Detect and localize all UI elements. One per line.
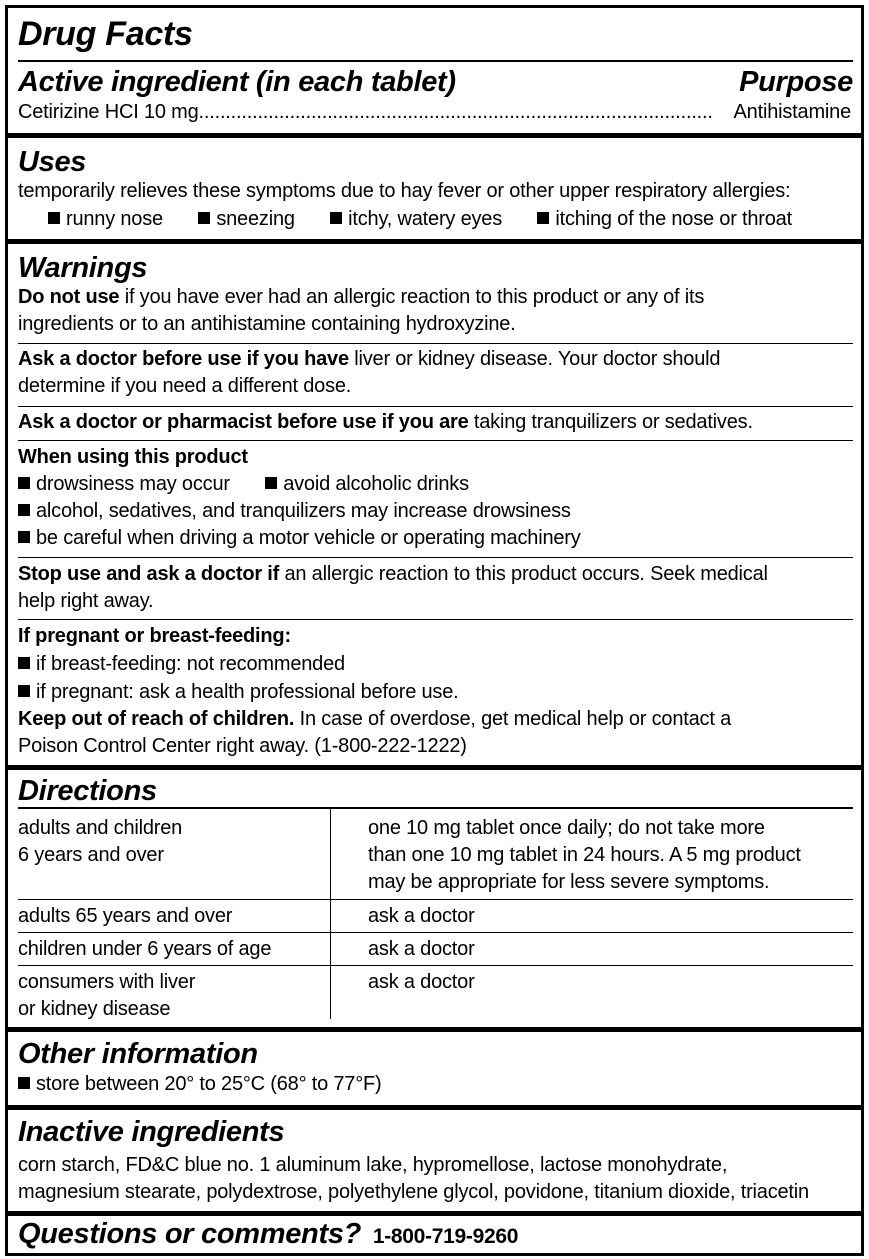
directions-heading: Directions (18, 775, 157, 807)
list-item: drowsiness may occur (18, 473, 230, 495)
list-item: itchy, watery eyes (330, 208, 502, 230)
divider (18, 965, 853, 966)
bullet-square-icon (18, 477, 30, 489)
section-divider (8, 1105, 861, 1110)
other-information-heading: Other information (18, 1038, 258, 1070)
when-using-heading: When using this product (18, 446, 248, 468)
bullet-square-icon (18, 657, 30, 669)
uses-intro: temporarily relieves these symptoms due to hay fever or other upper respiratory allergies: (18, 180, 791, 202)
do-not-use-line-1: Do not use if you have ever had an allergic reaction to this product or any of its (18, 286, 705, 308)
questions-row (18, 1218, 518, 1253)
active-ingredient-heading: Active ingredient (in each tablet) (18, 66, 456, 98)
divider (18, 406, 853, 407)
list-item: runny nose (48, 208, 163, 230)
divider (18, 807, 853, 809)
drug-facts-panel (5, 5, 864, 1256)
table-cell-who: adults 65 years and over (18, 905, 233, 927)
leader-dots: ................................................................................................ (198, 101, 713, 123)
table-column-divider (330, 809, 331, 1019)
table-cell-what: ask a doctor (368, 971, 475, 993)
list-item: sneezing (198, 208, 294, 230)
pregnant-heading: If pregnant or breast-feeding: (18, 625, 291, 647)
table-cell-who: children under 6 years of age (18, 938, 272, 960)
drug-facts-title: Drug Facts (18, 15, 193, 53)
bullet-square-icon (18, 531, 30, 543)
ask-doctor-line-1: Ask a doctor before use if you have liver or kidney disease. Your doctor should (18, 348, 721, 370)
table-cell-who: adults and children (18, 817, 183, 839)
keep-out-line-2: Poison Control Center right away. (1-800-222-1222) (18, 735, 467, 757)
table-cell-what: ask a doctor (368, 938, 475, 960)
table-cell-who: 6 years and over (18, 844, 164, 866)
bullet-square-icon (330, 212, 342, 224)
bullet-square-icon (18, 685, 30, 697)
inactive-ingredients-line-2: magnesium stearate, polydextrose, polyethylene glycol, povidone, titanium dioxide, triacetin (18, 1181, 809, 1203)
section-divider (8, 133, 861, 138)
table-cell-what: ask a doctor (368, 905, 475, 927)
table-cell-what: may be appropriate for less severe symptoms. (368, 871, 770, 893)
when-using-row-1 (18, 471, 469, 498)
list-item: store between 20° to 25°C (68° to 77°F) (18, 1071, 382, 1098)
table-cell-what: than one 10 mg tablet in 24 hours. A 5 mg product (368, 844, 801, 866)
section-divider (8, 1027, 861, 1032)
questions-phone: 1-800-719-9260 (372, 1225, 519, 1248)
section-divider (8, 765, 861, 770)
divider (18, 557, 853, 558)
active-ingredient-row (18, 99, 851, 126)
list-item: alcohol, sedatives, and tranquilizers may increase drowsiness (18, 498, 571, 525)
stop-use-line-2: help right away. (18, 590, 154, 612)
stop-use-line-1: Stop use and ask a doctor if an allergic reaction to this product occurs. Seek medical (18, 563, 768, 585)
bullet-square-icon (18, 1077, 30, 1089)
uses-heading: Uses (18, 146, 87, 178)
purpose-heading: Purpose (739, 66, 853, 98)
ask-pharmacist-line: Ask a doctor or pharmacist before use if you are taking tranquilizers or sedatives. (18, 411, 753, 433)
divider (18, 619, 853, 620)
table-cell-what: one 10 mg tablet once daily; do not take more (368, 817, 765, 839)
bullet-square-icon (198, 212, 210, 224)
questions-heading: Questions or comments? (18, 1218, 362, 1250)
divider (18, 440, 853, 441)
section-divider (8, 1211, 861, 1216)
list-item: be careful when driving a motor vehicle or operating machinery (18, 525, 581, 552)
keep-out-line-1: Keep out of reach of children. In case of overdose, get medical help or contact a (18, 708, 731, 730)
list-item: if pregnant: ask a health professional before use. (18, 679, 459, 706)
list-item: if breast-feeding: not recommended (18, 651, 345, 678)
ingredient-purpose: Antihistamine (733, 101, 851, 123)
divider (18, 60, 853, 62)
list-item: avoid alcoholic drinks (265, 473, 469, 495)
divider (18, 343, 853, 344)
warnings-heading: Warnings (18, 252, 148, 284)
inactive-ingredients-line-1: corn starch, FD&C blue no. 1 aluminum lake, hypromellose, lactose monohydrate, (18, 1154, 728, 1176)
bullet-square-icon (537, 212, 549, 224)
do-not-use-line-2: ingredients or to an antihistamine containing hydroxyzine. (18, 313, 516, 335)
divider (18, 932, 853, 933)
inactive-ingredients-heading: Inactive ingredients (18, 1116, 285, 1148)
ingredient-name: Cetirizine HCI 10 mg (18, 101, 199, 123)
bullet-square-icon (48, 212, 60, 224)
bullet-square-icon (18, 504, 30, 516)
divider (18, 899, 853, 900)
table-cell-who: consumers with liver (18, 971, 196, 993)
ask-doctor-line-2: determine if you need a different dose. (18, 375, 352, 397)
bullet-square-icon (265, 477, 277, 489)
list-item: itching of the nose or throat (537, 208, 792, 230)
uses-list (48, 206, 792, 233)
section-divider (8, 239, 861, 244)
table-cell-who: or kidney disease (18, 998, 171, 1020)
